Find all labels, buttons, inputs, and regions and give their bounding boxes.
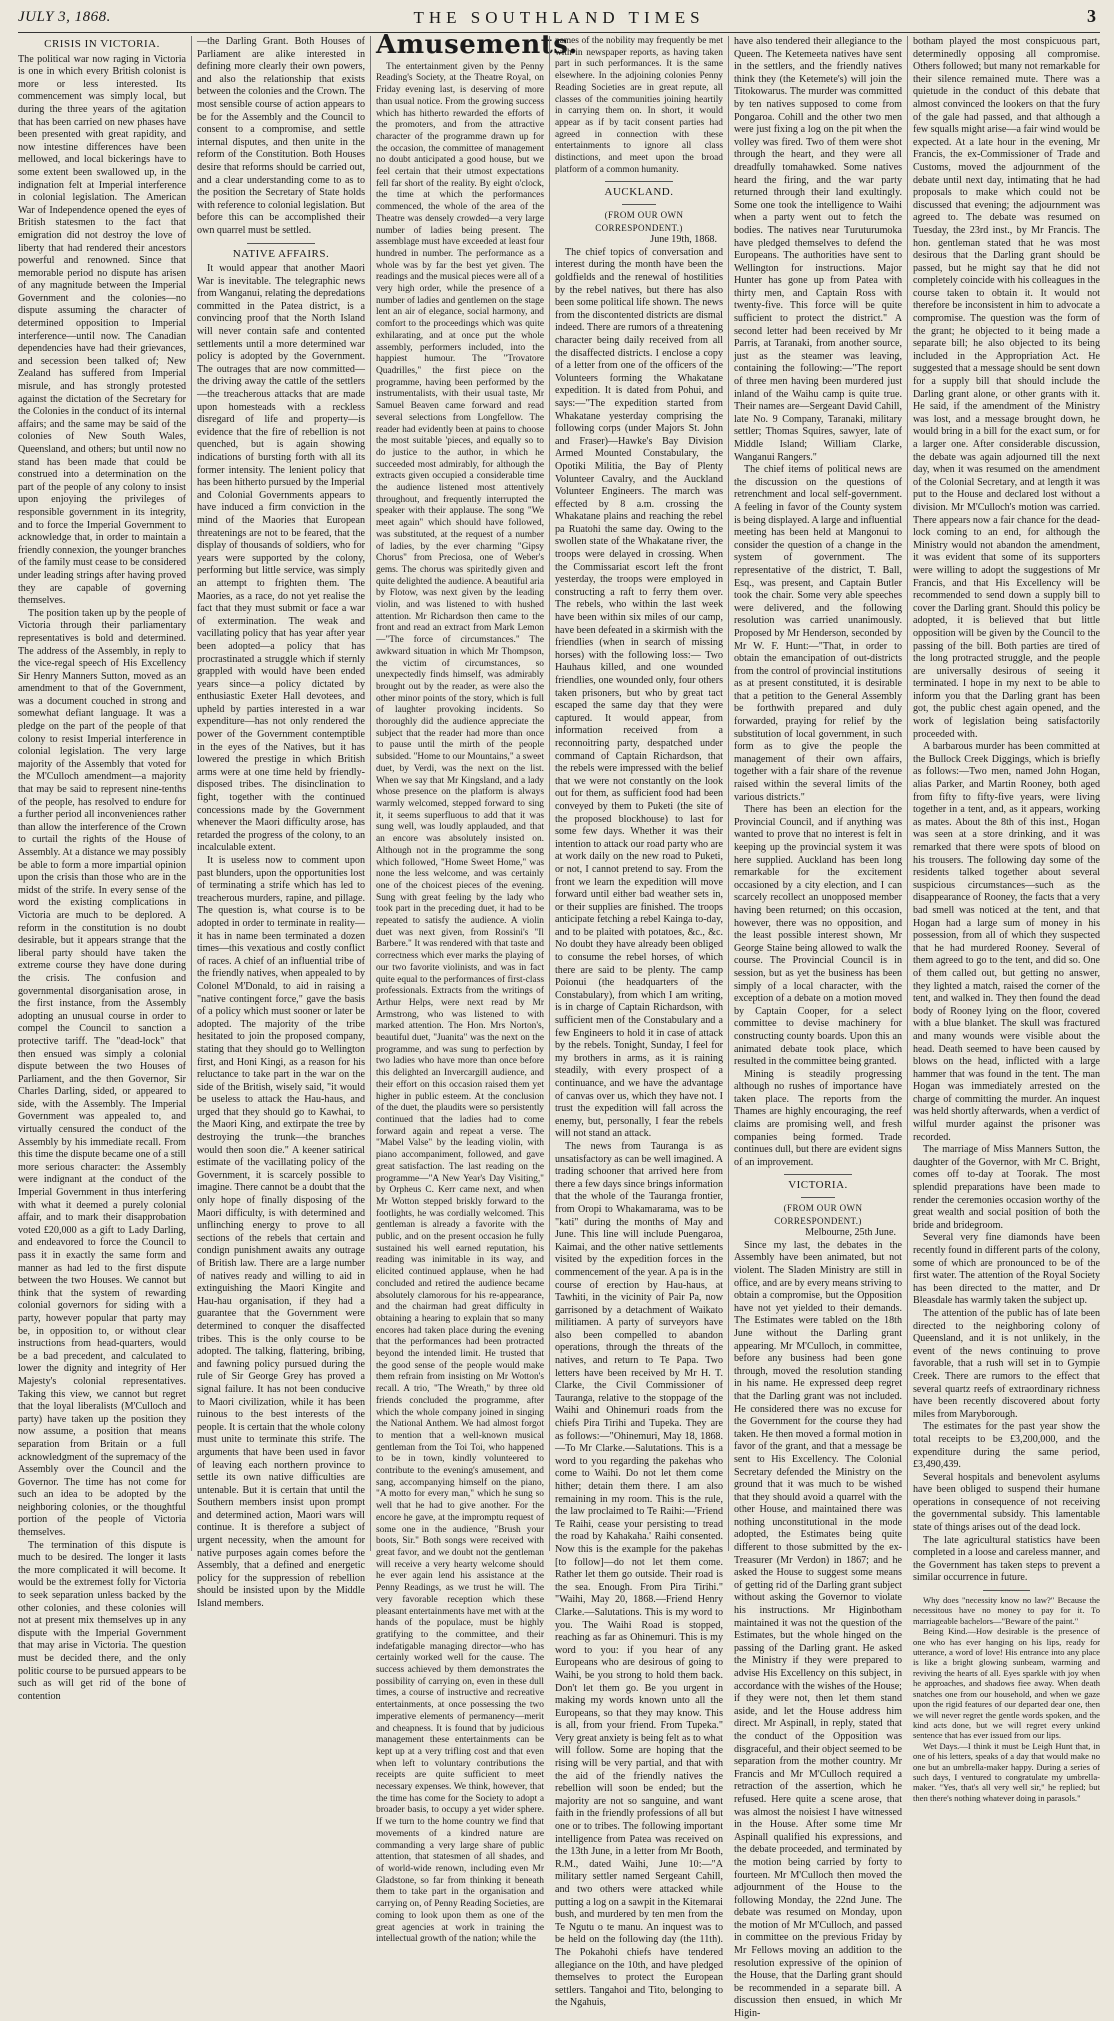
column-5 — [734, 36, 902, 2020]
column-rule — [907, 36, 908, 1551]
paragraph: have also tendered their allegiance to the Queen. The Ketemeeta natives have sent in the settlers, and the friendly natives think they (the Ketemete's) will join the Titokowarus. The murder was committed by ten natives supposed to come from Pongaroa. Cohill and the other two men were just fixing a log on the pit when the volley was fired. Two of them were shot through the heart, and they were all dreadfully tomahawked. Some natives heard the firing, and the war party returned through their land exultingly. Some one took the intelligence to Waihi when a party went out to fetch the bodies. The natives near Turuturumoka have pledged themselves to defend the Europeans. The authorities have sent to Wellington for instructions. Major Hunter has gone up from Patea with thirty men, and Captain Ross with twenty-five. This force will be quite sufficient to protect the district." A second letter had been received by Mr Parris, at Taranaki, from another source, just as the steamer was leaving, containing the following:—"The report of three men having been murdered just inland of the Waihu camp is quite true. Their names are—Sergeant David Cahill, late No. 9 Company, Taranaki, military settler; Thomas Squires, sawyer, late of Middle Island; William Clarke, Wanganui Rangers." — [734, 36, 902, 463]
divider — [247, 243, 314, 244]
paragraph: There has been an election for the Provincial Council, and if anything was wanted to prove that no interest is felt in keeping up the provincial system it was here supplied. Auckland has been long remarkable for the excitement occasioned by a city election, and I can scarcely recollect an unopposed member having been returned; on this occasion, however, there was no opposition, and the least possible interest shown, Mr George Staine being allowed to walk the course. The Provincial Council is in session, but as yet the business has been simply of a local character, with the exception of a debate on a motion moved by Captain Cooper, for a select committee to devise machinery for constructing county boards. Upon this an animated debate took place, which resulted in the committee being granted. — [734, 804, 902, 1068]
paragraph: Mining is steadily progressing although no rushes of importance have taken place. The reports from the Thames are highly encouraging, the reef claims are promising well, and fresh companies being formed. Trade continues dull, but there are evident signs of an improvement. — [734, 1068, 902, 1168]
issue-date: JULY 3, 1868. — [18, 9, 111, 25]
paragraph: botham played the most conspicuous part, determinedly opposing all compromise. Others followed; but many not remarkable for their silence remained mute. There was a quietude in the conduct of this debate that almost convinced the lookers on that the fury of the gale had passed, and that although a few squalls might arise—a fair wind would be expected. At a late hour in the evening, Mr Francis, the ex-Commissioner of Trade and Customs, moved the adjournment of the debate until next day, intimating that he had proposals to make which could not be discussed that evening; the adjournment was agreed to. The debate was resumed on Tuesday, the 23rd inst., by Mr Francis. The hon. gentleman stated that he was most desirous that the Darling grant should be passed, but he might say that he did not completely coincide with his colleagues in the course taken to obtain it. It would not therefore be inconsistent in him to advocate a compromise. The question was the form of the grant; he objected to it being made a separate bill; he also objected to its being included in the Appropriation Act. He suggested that a message should be sent down for a supply bill that should include the Darling grant alone, or other grants with it. He said, if the amendment of the Ministry was lost, and a message brought down, he would bring in a bill for the exact sum, or for a larger one. After considerable discussion, the debate was again adjourned till the next day, when it was resumed on the amendment of the Colonial Secretary, and at length it was put to the House and declared lost without a division. Mr M'Culloch's motion was carried. There appears now a fair chance for the dead-lock coming to an end, for although the Ministry would not abandon the amendment, it was evident that some of its supporters were willing to adopt the suggestions of Mr Francis, and that His Excellency will be recommended to send down a supply bill to cover the Darling grant. Should this policy be adopted, it is believed that but little opposition will be given by the Council to the passing of the bill. Both parties are tired of the long protracted struggle, and the people are universally desirous of seeing it terminated. I hope in my next to be able to inform you that the Darling grant has been got, the public chest again opened, and the work of legislation being satisfactorily proceeded with. — [913, 36, 1100, 740]
column-rule — [549, 36, 550, 1551]
column-1 — [18, 36, 186, 1702]
paragraph: A barbarous murder has been committed at the Bullock Creek Diggings, which is briefly as follows:—Two men, named John Hogan, alias Parker, and Martin Rooney, both aged from fifty to fifty-five years, were living together in a tent, and, as it appears, working as mates. About the 8th of this inst., Hogan was seen at a store drinking, and it was remarked that there were spots of blood on his trousers. The following day some of the residents talked together about several suspicious circumstances—such as the disappearance of Rooney, the facts that a very bad smell was noticed at the tent, and that Hogan had a large sum of money in his possession, from all of which they suspected that he had murdered Rooney. Several of them agreed to go to the tent, and did so. One of them called out, but getting no answer, they lighted a match, raised the corner of the tent, and walked in. They then found the dead body of Rooney lying on the floor, covered with a blue blanket. The skull was fractured and many wounds were visible about the head. Death seemed to have been caused by blows on the head, inflicted with a large hammer that was found in the tent. The man Hogan was immediately arrested on the charge of committing the murder. An inquest was held shortly afterwards, when a verdict of wilful murder against the prisoner was recorded. — [913, 741, 1100, 1143]
paragraph: Since my last, the debates in the Assembly have been animated, but not violent. The Sladen Ministry are still in office, and are by every means striving to obtain a compromise, but the Opposition have not yet yielded to their demands. The Estimates were tabled on the 18th June without the Darling grant appearing. Mr M'Culloch, in committee, before any business had been gone through, moved the resolution standing in his name. He expressed deep regret that the Darling grant was not included. He considered there was no excuse for the Government for the course they had taken. He then moved a formal motion in favor of the grant, and that a message be sent to His Excellency. The Colonial Secretary defended the Ministry on the ground that it was much to be wished that they should avoid a quarrel with the other House, and maintained there was nothing unconstitutional in the mode adopted, the Estimates being quite different to those submitted by the ex-Treasurer (Mr Verdon) in 1867; and he asked the House to suggest some means of getting rid of the Darling grant subject without asking the Governor to violate his instructions. Mr Higinbotham maintained it was not the question of the Estimates, but the whole hinged on the passing of the Darling grant. He asked the Ministry if they were prepared to advise His Excellency on this subject, in accordance with the wishes of the House; if they were not, then let them stand aside, and let the House address him direct. Mr Aspinall, in reply, stated that the conduct of the Opposition was disgraceful, and their object seemed to be separation from the mother country. Mr Francis and Mr M'Culloch required a retraction of the assertion, which he refused. Here quite a scene arose, that was almost the noisiest I have witnessed in the House. After some time Mr Aspinall qualified his expressions, and the debate proceeded, and terminated by the motion being carried by forty to fourteen. Mr M'Culloch then moved the adjournment of the House to the following Monday, the 22nd June. The debate was resumed on Monday, upon the motion of Mr M'Culloch, and passed in committee on the previous Friday by Mr Fellows moving an addition to the resolution expressive of the opinion of the House, that the Darling grant should be recommended in a separate bill. A discussion then ensued, in which Mr Higin- — [734, 1239, 902, 2020]
article-heading: VICTORIA. — [788, 1179, 848, 1192]
paragraph: The marriage of Miss Manners Sutton, the daughter of the Governor, with Mr C. Bright, comes off to-day at Toorak. The most splendid preparations have been made to render the ceremonies occasion worthy of the great wealth and social position of both the bride and bridegroom. — [913, 1144, 1100, 1231]
newspaper-title: THE SOUTHLAND TIMES — [413, 8, 705, 27]
column-rule — [728, 36, 729, 1551]
article-heading: AUCKLAND. — [604, 186, 674, 199]
correspondent-note: (FROM OUR OWN CORRESPONDENT.) — [774, 1203, 863, 1226]
column-6 — [913, 36, 1100, 1803]
paragraph: The termination of this dispute is much to be desired. The longer it lasts the more complicated it will become. It would be the extremest folly for Victoria to seek separation unless backed by the other colonies, and these colonies will not at present mix themselves up in any dispute with the Imperial Government that may arise in Victoria. The question must be decided there, and the only politic course to be pursued appears to be such as will get rid of the bone of contention — [18, 1539, 186, 1702]
divider — [983, 1590, 1030, 1591]
divider — [622, 204, 656, 205]
article-heading: CRISIS IN VICTORIA. — [44, 38, 160, 50]
divider — [784, 1174, 851, 1175]
paragraph: The chief topics of conversation and interest during the month have been the goldfields and the renewal of hostilities by the rebel natives, but there has also been some political life shown. The news from the discontented districts are dismal indeed. There are rumors of a threatening character being daily received from all the disaffected districts. I enclose a copy of a letter from one of the officers of the Volunteers forming the Whakatane expedition. It is dated from Pohui, and says:—"The expedition started from Whakatane yesterday comprising the following corps (under Majors St. John and Fraser)—Hawke's Bay Division Armed Mounted Constabulary, the Opotiki Militia, the Bay of Plenty Volunteer Cavalry, and the Auckland Volunteer Engineers. The march was effected by 8 a.m. crossing the Whakatane plains and reaching the rebel pa Ruatohi the same day. Owing to the swollen state of the Whakatane river, the troops were delayed in crossing. When the Commissariat escort left the front yesterday, the troops were employed in constructing a raft to ferry them over. The rebels, who within the last week have been within six miles of our camp, have been defeated in a skirmish with the friendlies (when in search of missing horses) with the following loss:— Two Hauhaus killed, and one wounded friendlies, one wounded only, four others taken prisoners, but who by great tact escaped the same day that they were captured. It would appear, from information received from a reconnoitring party, despatched under command of Captain Richardson, that the rebels were impressed with the belief that we were not constantly on the look out for them, as sufficient food had been conveyed by them to Puketi (the site of the proposed blockhouse) to last for some few days. Whether it was their intention to attack our road party who are at work daily on the new road to Puketi, or not, I cannot pretend to say. From the front we learn the expedition will move forward until either bad weather sets in, or their supplies are finished. The troops anticipate fetching a rebel Kainga to-day, and to be plaited with potatoes, &c., &c. No doubt they have already been obliged to consume the rebel horses, of which there are said to be plenty. The camp Poionui (the headquarters of the Constabulary), from which I am writing, is in charge of Captain Richardson, with sufficient men of the Constabulary and a few Engineers to hold it in case of attack by the rebels. Tonight, Sunday, I feel for my brothers in arms, as it is raining steadily, with every prospect of a continuance, and we have the advantage of canvas over us, which they have not. I trust the expedition will fall across the enemy, but, personally, I fear the rebels will not stand an attack. — [555, 246, 723, 1140]
paragraph: The entertainment given by the Penny Reading's Society, at the Theatre Royal, on Friday evening last, is deserving of more than usual notice. From the growing success which has hitherto rewarded the efforts of the promoters, and from the attractive character of the programme drawn up for the occasion, the committee of management no doubt anticipated a good house, but we feel certain that their utmost expectations fell far short of the reality. By eight o'clock, the time at which the performances commenced, the whole of the area of the Theatre was densely crowded—a very large number of ladies being present. The assemblage must have exceeded at least four hundred in number. The performance as a whole was by far the best yet given. The readings and the musical pieces were all of a very high order, while the presence of a number of ladies and gentlemen on the stage lent an air of elegance, social harmony, and comfort to the proceedings which was quite exhilarating, and at once put the whole assembly, performers included, into the happiest humour. The "Trovatore Quadrilles," the first piece on the programme, having been performed by the instrumentalists, with their usual taste, Mr Samuel Beaven came forward and read several selections from Longfellow. The reader had evidently been at pains to choose the most suitable 'pieces, and equally so to do justice to the author, in which he succeeded most admirably, for although the extracts given occupied a considerable time the audience listened most attentively throughout, and frequently interrupted the speaker with their applause. The song "We meet again" which should have followed, was substituted, at the request of a number of ladies, by the ever charming "Gipsy Chorus" from Preciosa, one of Weber's gems. The chorus was spiritedly given and quite delighted the audience. A beautiful aria by Flotow, was next given by the leading violin, and was listened to with hushed attention. Mr Richardson then came to the front and read an extract from Mark Lemon—"The force of circumstances." The awkward situation in which Mr Thompson, the victim of circumstances, so unexpectedly finds himself, was admirably brought out by the reader, as were also the other minor points of the story, which is full of laughter provoking incidents. So thoroughly did the audience appreciate the subject that the reader had more than once to pause until the mirth of the people subsided. "Home to our Mountains," a sweet duet, by Verdi, was the next on the list. When we say that Mr Kingsland, and a lady whose presence on the platform is always warmly welcomed, stepped forward to sing it, it seems superfluous to add that it was sung well, was loudly applauded, and that an encore was absolutely insisted on. Although not in the programme the song which followed, "Home Sweet Home," was none the less welcome, and was certainly one of the choicest pieces of the evening. Sung with great feeling by the lady who took part in the preceding duet, it had to be repeated to satisfy the audience. A violin duet was next given, from Rossini's "Il Barbere." It was rendered with that taste and correctness which ever marks the playing of our two favorite violinists, and was in fact quite equal to the performances of first-class professionals. Extracts from the writings of Arthur Helps, were next read by Mr Armstrong, who was listened to with marked attention. The Hon. Mrs Norton's, beautiful duet, "Juanita" was the next on the programme, and was sung to perfection by two ladies who have more than once before this delighted an Invercargill audience, and their effort on this occasion raised them yet higher in public esteem. At the conclusion of the duet, the plaudits were so persistently continued that the ladies had to come forward again and repeat a verse. The "Mabel Valse" by the leading violin, with piano accompaniment, followed, and gave great satisfaction. The last reading on the programme—"A New Year's Day Visiting," by Orpheus C. Kerr came next, and when Mr Wotton stepped briskly forward to the footlights, he was cordially welcomed. This gentleman is already a favorite with the public, and on the present occasion he fully sustained his well earned reputation, his reading was inimitable in its way, and elicited continued applause, when he had concluded and retired the audience became absolutely clamorous for his re-appearance, and the chairman had great difficulty in obtaining a hearing to explain that so many encores had taken place during the evening that the performances had been protracted beyond the intended limit. He trusted that the good sense of the people would make them refrain from insisting on Mr Wotton's recall. A trio, "The Wreath," by three old friends concluded the programme, after which the whole company joined in singing the National Anthem. We had almost forgot to mention that a well-known musical gentleman from the Toi Toi, who happened to be in town, kindly volunteered to contribute to the evening's amusement, and sang, accompanying himself on the piano, "A motto for every man," which he sung so well that he had to give another. For the encore he gave, at the impromptu request of some one in the audience, "Brush your boots, Sir." Both songs were received with great favor, and we doubt not the gentleman will receive a very hearty welcome should he ever again lend his assistance at the Penny Readings, as we trust he will. The very favorable reception which these pleasant entertainments have met with at the hands of the populace, must be highly gratifying to the committee, and their indefatigable managing director—who has certainly worked well for the cause. The success achieved by them demonstrates the possibility of carrying on, even in these dull times, a course of instructive and recreative entertainments, at once possessing the two imperative elements of permanency—merit and cheapness. It is found that by judicious management these entertainments can be kept up at a very trifling cost and that even when left to voluntary contributions the receipts are quite sufficient to meet necessary expenses. We think, however, that the time has come for the Society to adopt a broader basis, to occupy a yet wider sphere. If we turn to the home country we find that movements of a kindred nature are commanding a very large share of public attention, that statesmen of all shades, and of world-wide renown, including even Mr Gladstone, so far from thinking it beneath them to take part in the organisation and carrying on, of Penny Reading Societies, are coming to look upon them as one of the great agencies at work in training the intellectual growth of the nation; while the — [376, 61, 544, 1945]
paragraph: Several very fine diamonds have been recently found in different parts of the colony, some of which are pronounced to be of the first water. The attention of the Royal Society has been directed to the matter, and Dr Bleasdale has warmly taken the subject up. — [913, 1232, 1100, 1307]
divider — [801, 1197, 835, 1198]
paragraph: —the Darling Grant. Both Houses of Parliament are alike interested in defining more clearly their own powers, and also the relationship that exists between the colonies and the Crown. The most sensible course of action appears to be for the Assembly and the Council to consent to a compromise, and settle internal disputes, and then unite in the reform of the Constitution. Both Houses desire that reforms should be carried out, and a clear understanding come to as to the position the Secretary of State holds with reference to colonial legislation. But before this can be accomplished their own quarrel must be settled. — [197, 36, 365, 236]
masthead — [18, 6, 1100, 33]
paragraph: The position taken up by the people of Victoria through their parliamentary representatives is bold and determined. The address of the Assembly, in reply to the vice-regal speech of His Excellency Sir Henry Manners Sutton, moved as an amendment to that of the Government, was a document couched in strong and somewhat defiant language. It was a pledge on the part of the people of that colony to resist Imperial interference in colonial legislation. The very large majority of the Assembly that voted for the M'Culloch amendment—a majority that may be said to represent nine-tenths of the people, has resolved to endure for a further period all inconveniences rather than allow the interference of the Crown to curtail the rights of the House of Assembly. At a distance we may possibly be able to form a more impartial opinion upon the crisis than those who are in the midst of the strife. In every sense of the word the existing complications in Victoria are much to be deplored. A reform in the constitution is no doubt desirable, but it appears strange that the liberal party should have taken the extreme course they have done during the crisis. The confusion and governmental disorganisation arose, in the first instance, from the Assembly adopting an unusual course in order to compel the Council to sanction a protective tariff. The "dead-lock" that then ensued was simply a colonial dispute between the two Houses of Parliament, and the then Governor, Sir Charles Darling, sided, or appeared to side, with the Assembly. The Imperial Government was appealed to, and virtually censured the conduct of the Assembly by his immediate recall. From this time the dispute became one of a still more serious character: the Assembly were indignant at the conduct of the Imperial Government in thus interfering with what it deemed a purely colonial affair, and to mark their disapprobation voted £20,000 as a gift to Lady Darling, and endeavored to force the Council to pass it in exactly the same form and manner as had led to the first dispute between the two Houses. We cannot but think that the system of rewarding colonial governors for siding with a party, however popular that party may be, in opposition to, or without clear instructions from head-quarters, would be a bad precedent, and calculated to lower the dignity and integrity of Her Majesty's colonial representatives. Taking this view, we cannot but regret that the loyal liberalists (M'Culloch and party) have taken up the position they now assume, a position that means separation from Britain or a full acknowledgment of the supremacy of the Assembly over the Council and the Governor. The time has not come for such an idea to be adopted by the neighboring colonies, or the thoughtful portion of the people of Victoria themselves. — [18, 607, 186, 1539]
paragraph: It would appear that another Maori War is inevitable. The telegraphic news from Wanganui, relating the depredations committed in the Patea district, is a convincing proof that the North Island will never contain safe and contented settlements until a more determined war policy is adopted by the Government. The outrages that are now committed—the driving away the cattle of the settlers—the treacherous attacks that are made upon homesteads with a reckless disregard of life and property—is evidence that the fire of rebellion is not quenched, but is again showing indications of bursting forth with all its former intensity. The lenient policy that has been hitherto pursued by the Imperial and Colonial Governments appears to have induced a firm conviction in the mind of the Maories that European threatenings are not to be feared, that the display of thousands of soldiers, who for years were supported by the colony, performing but little service, was simply an attempt to frighten them. The Maories, as a race, do not yet realise the fact that they must submit or face a war of extermination. The weak and vacillating policy that has year after year been adopted—a policy that has procrastinated a struggle which if sternly grappled with would have been ended years since—a policy dictated by enthusiastic Exeter Hall devotees, and upheld by parties interested in a war expenditure—has not only rendered the power of the Government contemptible in the eyes of the Natives, but it has lowered the prestige in which British arms were at one time held by friendly-disposed tribes. The disinclination to fight, together with the continued concessions made by the Government whenever the Maori difficulty arose, has retarded the progress of the colony, to an incalculable extent. — [197, 263, 365, 854]
paragraph: Being Kind.—How desirable is the presence of one who has ever hanging on his lips, ready for utterance, a word of love! His entrance into any place is like a bright glowing sunbeam, warming and reviving the hearts of all. Eyes sparkle with joy when he approaches, and shadows fiee away. When death snatches one from our household, and when we gaze upon the rigid features of our departed dear one, then we will never regret the gentle words spoken, and the kind acts done, but we will regret every unkind sentence that has ever issued from our lips. — [913, 1626, 1100, 1741]
amusements-heading: Amusements. — [376, 30, 578, 60]
paragraph: Several hospitals and benevolent asylums have been obliged to suspend their humane operations in consequence of not receiving the governmental subsidy. This lamentable state of things arises out of the dead lock. — [913, 1471, 1100, 1534]
columns — [18, 30, 1100, 2020]
column-2 — [197, 36, 365, 1610]
paragraph: The attention of the public has of late been directed to the neighboring colony of Queensland, and it is not unlikely, in the event of the news continuing to prove favorable, that a rush will set in to Gympie Creek. There are rumors to the effect that several quartz reefs of extraordinary richness have been recently discovered about forty miles from Maryborough. — [913, 1307, 1100, 1420]
divider — [605, 181, 672, 182]
column-3 — [376, 30, 578, 1945]
paragraph: names of the nobility may frequently be met with in newspaper reports, as having taken part in such performances. It is the same elsewhere. In the adjoining colonies Penny Reading Societies are in great repute, all classes of the communities joining heartily in carrying them on. In short, it would appear as if by tacit consent parties had agreed in connection with these entertainments to ignore all class distinctions, and meet upon the broad platform of a common humanity. — [555, 36, 723, 175]
paragraph: The political war now raging in Victoria is one in which every British colonist is more or less interested. Its commencement was simply local, but during the three years of the agitation that has been carried on new phases have been presented with great rapidity, and now intestine differences have been mellowed, and local bickerings have to some extent been swallowed up, in the indignation felt at Imperial interference in colonial legislation. The American War of Independence opened the eyes of British statesmen to the fact that emigration did not destroy the love of liberty that had rendered their ancestors powerful and renowned. Since that memorable period no dispute has arisen of any magnitude between the Imperial Government and the colonies—no dispute assuming the character of determined opposition to Imperial interference—until now. The Canadian dependencies have had their grievances, and secession been talked of; New Zealand has suffered from Imperial misrule, and has strongly protested against the dictation of the Secretary for the Colonies in the conduct of its internal affairs; and the same may be said of the colonies of New South Wales, Queensland, and others; but until now no stand has been made that could be construed into a determination on the part of the people of any colony to insist upon enjoying the privileges of responsible government in its integrity, and to force the Imperial Government to acknowledge that, in order to maintain a friendly connexion, the younger branches of the family must cease to be considered under leading strings after having proved they are capable of governing themselves. — [18, 53, 186, 607]
article-heading: NATIVE AFFAIRS. — [232, 247, 330, 260]
paragraph: The news from Tauranga is as unsatisfactory as can be well imagined. A trading schooner that arrived here from there a few days since brings information that the whole of the Tauranga frontier, from Oropi to Whakamarama, was to be "kati" during the months of May and June. This line will include Puengaroa, Kaimai, and the other native settlements visited by the expedition forces in the commencement of the year. A pa is in the course of erection by Hau-haus, at Tawhiti, in the vicinity of Pair Pa, now garrisoned by a detachment of Waikato militiamen. A party of surveyors have also been compelled to abandon operations, through the threats of the natives, and return to Te Papa. Two letters have been received by Mr H. T. Clarke, the Civil Commissioner of Tauranga, relative to the stoppage of the Waihi and Ohinemuri roads from the chiefs Pira Tirihi and Tupeka. They are as follows:—"Ohinemuri, May 18, 1868.—To Mr Clarke.—Salutations. This is a word to you regarding the pakehas who come to Waihi. Do not let them come hither; detain them there. I am also remaining in my room. This is the rule, the law proclaimed to Te Raihi:—'Friend Te Raihi, cease your persisting to tread the road by Kahakaha.' Raihi consented. Now this is the example for the pakehas [to follow]—do not let them come. Rather let them go outside. Their road is the sea. Enough. From Pira Tirihi." "Waihi, May 20, 1868.—Friend Henry Clarke.—Salutations. This is my word to you. The Waihi Road is stopped, reaching as far as Ohinemuri. This is my word to you: if you hear of any Europeans who are desirous of going to Waihi, be you strong to hold them back. Don't let them go. Be you urgent in making my words known unto all the Europeans, so that they may know. This is all, from your friend. From Tupeka." Very great anxiety is being felt as to what will follow. Some are hoping that the rising will be very partial, and that with the aid of the friendly natives the rebellion will soon be ended; but the majority are not so sanguine, and want faith in the friendly professions of all but one or to tribes. The following important intelligence from Patea was received on the 13th June, in a letter from Mr Booth, R.M., dated Waihi, June 10:—"A military settler named Sergeant Cahill, and two others were attacked while putting a log on a sawpit in the Kitemarai bush, and murdered by ten men from the Te Ngutu o te manu. An inquest was to be held on the following day (the 11th). The Pokahohi chiefs have tendered allegiance on the 10th, and have pledged themselves to protect the European settlers. Tangahoi and Tito, belonging to the Ngahuis, — [555, 1140, 723, 2009]
column-rule — [191, 36, 192, 1551]
column-rule — [370, 36, 371, 1551]
paragraph: Wet Days.—I think it must be Leigh Hunt that, in one of his letters, speaks of a day that would make no one but an umbrella-maker happy. During a series of such days, I ventured to congratulate my umbrella-maker. "Yes, that's all very well sir," he replied; but then there's nothing whatever doing in parasols." — [913, 1740, 1100, 1803]
correspondent-note: (FROM OUR OWN CORRESPONDENT.) — [595, 210, 684, 233]
paragraph: Why does "necessity know no law?" Because the necessitous have no money to pay for it. To marriageable bachelors—"Beware of the paint." — [913, 1595, 1100, 1626]
dateline: June 19th, 1868. — [650, 234, 717, 246]
paragraph: The chief items of political news are the discussion on the questions of retrenchment and local self-government. A feeling in favor of the County system is being displayed. A large and influential meeting has been held at Mangonui to consider the question of a change in the system of government. The representative of the district, T. Ball, Esq., was present, and Captain Butler took the chair. Some very able speeches were delivered, and the following resolution was carried unanimously. Proposed by Mr Henderson, seconded by Mr W. F. Hunt:—"That, in order to obtain the emancipation of out-districts from the control of provincial institutions as at present constituted, it is desirable that a petition to the General Assembly be forthwith prepared and duly forwarded, praying for relief by the substitution of local government, in such form as to give the people the management of their own affairs, together with a fair share of the revenue raised within the several limits of the various districts." — [734, 464, 902, 803]
column-4 — [555, 36, 723, 2009]
paragraph: The late agricultural statistics have been completed in a loose and careless manner, and the Government has taken steps to prevent a similar occurrence in future. — [913, 1534, 1100, 1584]
page-number: 3 — [1087, 6, 1096, 26]
dateline: Melbourne, 25th June. — [805, 1227, 896, 1239]
paragraph: It is useless now to comment upon past blunders, upon the opportunities lost of terminating a strife which has led to treacherous murders, rapine, and pillage. The question is, what course is to be adopted in order to terminate in reality—it has in name been terminated a dozen times—this vexatious and costly conflict of races. A chief of an influential tribe of the friendly natives, when appealed to by Colonel M'Donald, to aid in raising a "native contingent force," gave the basis of a policy which must sooner or later be adopted. The majority of the tribe hesitated to join the proposed company, stating that they should go to Wellington first, and Honi Kingi, as a reason for his reluctance to take part in the war on the side of the British, wisely said, "it would be useless to attack the Hau-haus, and urged that they should go to Kawhai, to the Maori King, and extirpate the tree by destroying the trunk—the branches would then soon die." A keener satirical estimate of the vacillating policy of the Government, it is scarcely possible to imagine. There cannot be a doubt that the only hope of finally disposing of the Maori difficulty, is with determined and unflinching energy to prove to all sections of the rebels that certain and condign punishment awaits any outrage of British law. There are a large number of natives ready and willing to aid in extinguishing the Maori Kingite and Hau-hau organisation, if they had a guarantee that the Government were determined to conquer the disaffected tribes. This is the only course to be adopted. The talking, flattering, bribing, and fawning policy pursued during the rule of Sir George Grey has proved a signal failure. It has not been conducive to Maori civilization, while it has been ruinous to the best interests of the people. It is certain that the whole colony must unite to terminate this strife. The arguments that have been used in favor of leaving each northern province to settle its own native difficulties are untenable. But it is certain that until the Southern members insist upon prompt and determined action, Maori wars will continue. It is therefore a subject of urgent necessity, when the amount for native purposes again comes before the Assembly, that a defined and energetic policy for the suppression of rebellion should be insisted upon by the Middle Island members. — [197, 855, 365, 1610]
paragraph: The estimates for the past year show the total receipts to be £3,200,000, and the expenditure during the same period, £3,490,439. — [913, 1421, 1100, 1471]
